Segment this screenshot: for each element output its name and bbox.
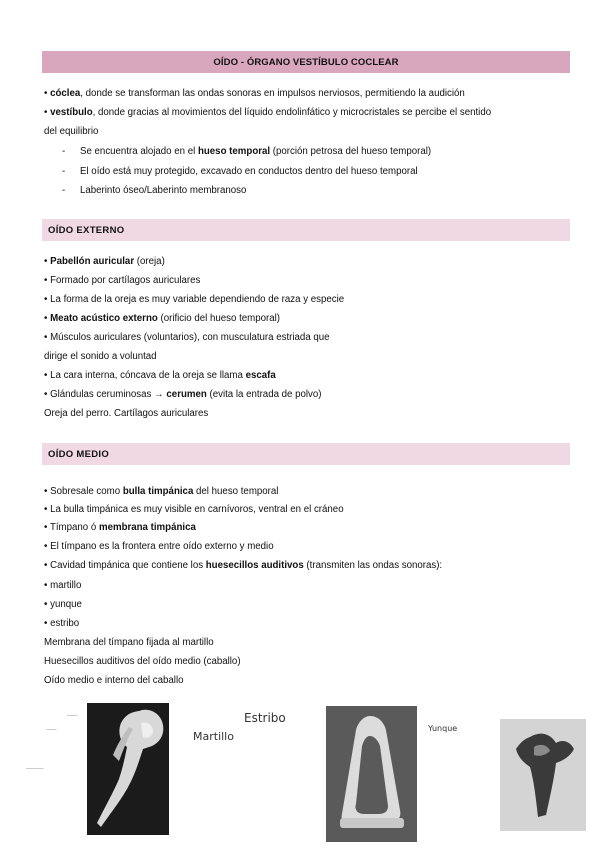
medio-line-4: • El tímpano es la frontera entre oído externo y medio bbox=[44, 541, 274, 552]
intro-sub-protegido: - El oído está muy protegido, excavado en conductos dentro del hueso temporal bbox=[62, 166, 418, 177]
title-text: OÍDO - ÓRGANO VESTÍBULO COCLEAR bbox=[213, 56, 399, 68]
externo-line-1: • Pabellón auricular (oreja) bbox=[44, 256, 165, 267]
medio-line-6: • martillo bbox=[44, 580, 82, 591]
medio-line-9: Membrana del tímpano fijada al martillo bbox=[44, 637, 214, 648]
medio-line-2: • La bulla timpánica es muy visible en carnívoros, ventral en el cráneo bbox=[44, 504, 344, 515]
medio-line-1: • Sobresale como bulla timpánica del hueso temporal bbox=[44, 486, 279, 497]
externo-line-9: Oreja del perro. Cartílagos auriculares bbox=[44, 408, 209, 419]
martillo-pointer-1: ——— bbox=[67, 713, 78, 717]
externo-line-5: • Músculos auriculares (voluntarios), con musculatura estriada que bbox=[44, 332, 330, 343]
martillo-pointer-3: ————— bbox=[26, 766, 44, 770]
medio-line-7: • yunque bbox=[44, 599, 82, 610]
externo-line-7: • La cara interna, cóncava de la oreja se llama escafa bbox=[44, 370, 276, 381]
caption-yunque: Yunque bbox=[428, 724, 458, 733]
intro-sub-laberinto: - Laberinto óseo/Laberinto membranoso bbox=[62, 185, 247, 196]
martillo-pointer-2: ——— bbox=[46, 727, 57, 731]
intro-line-equilibrio: del equilibrio bbox=[44, 126, 99, 137]
medio-line-10: Huesecillos auditivos del oído medio (caballo) bbox=[44, 656, 241, 667]
estribo-image bbox=[326, 706, 417, 842]
medio-line-5: • Cavidad timpánica que contiene los huesecillos auditivos (transmiten las ondas sonoras): bbox=[44, 560, 443, 571]
section-heading-externo: OÍDO EXTERNO bbox=[42, 219, 570, 241]
externo-line-3: • La forma de la oreja es muy variable dependiendo de raza y especie bbox=[44, 294, 345, 305]
yunque-image bbox=[500, 719, 586, 831]
externo-line-8: • Glándulas ceruminosas → cerumen (evita la entrada de polvo) bbox=[44, 389, 322, 400]
caption-estribo: Estribo bbox=[244, 711, 286, 725]
intro-sub-hueso-temporal: - Se encuentra alojado en el hueso temporal (porción petrosa del hueso temporal) bbox=[62, 146, 432, 157]
intro-line-vestibulo: • vestíbulo, donde gracias al movimientos del líquido endolinfático y microcristales se percibe el sentido bbox=[44, 107, 492, 118]
caption-martillo: Martillo bbox=[193, 730, 234, 743]
medio-line-11: Oído medio e interno del caballo bbox=[44, 675, 184, 686]
martillo-image bbox=[87, 703, 169, 835]
externo-line-6: dirige el sonido a voluntad bbox=[44, 351, 157, 362]
intro-line-coclea: • cóclea, donde se transforman las ondas sonoras en impulsos nerviosos, permitiendo la audición bbox=[44, 88, 465, 99]
document-title bbox=[42, 51, 570, 73]
section-heading-medio: OÍDO MEDIO bbox=[42, 443, 570, 465]
medio-line-8: • estribo bbox=[44, 618, 80, 629]
medio-line-3: • Tímpano ó membrana timpánica bbox=[44, 522, 196, 533]
externo-line-2: • Formado por cartílagos auriculares bbox=[44, 275, 201, 286]
externo-line-4: • Meato acústico externo (orificio del hueso temporal) bbox=[44, 313, 281, 324]
